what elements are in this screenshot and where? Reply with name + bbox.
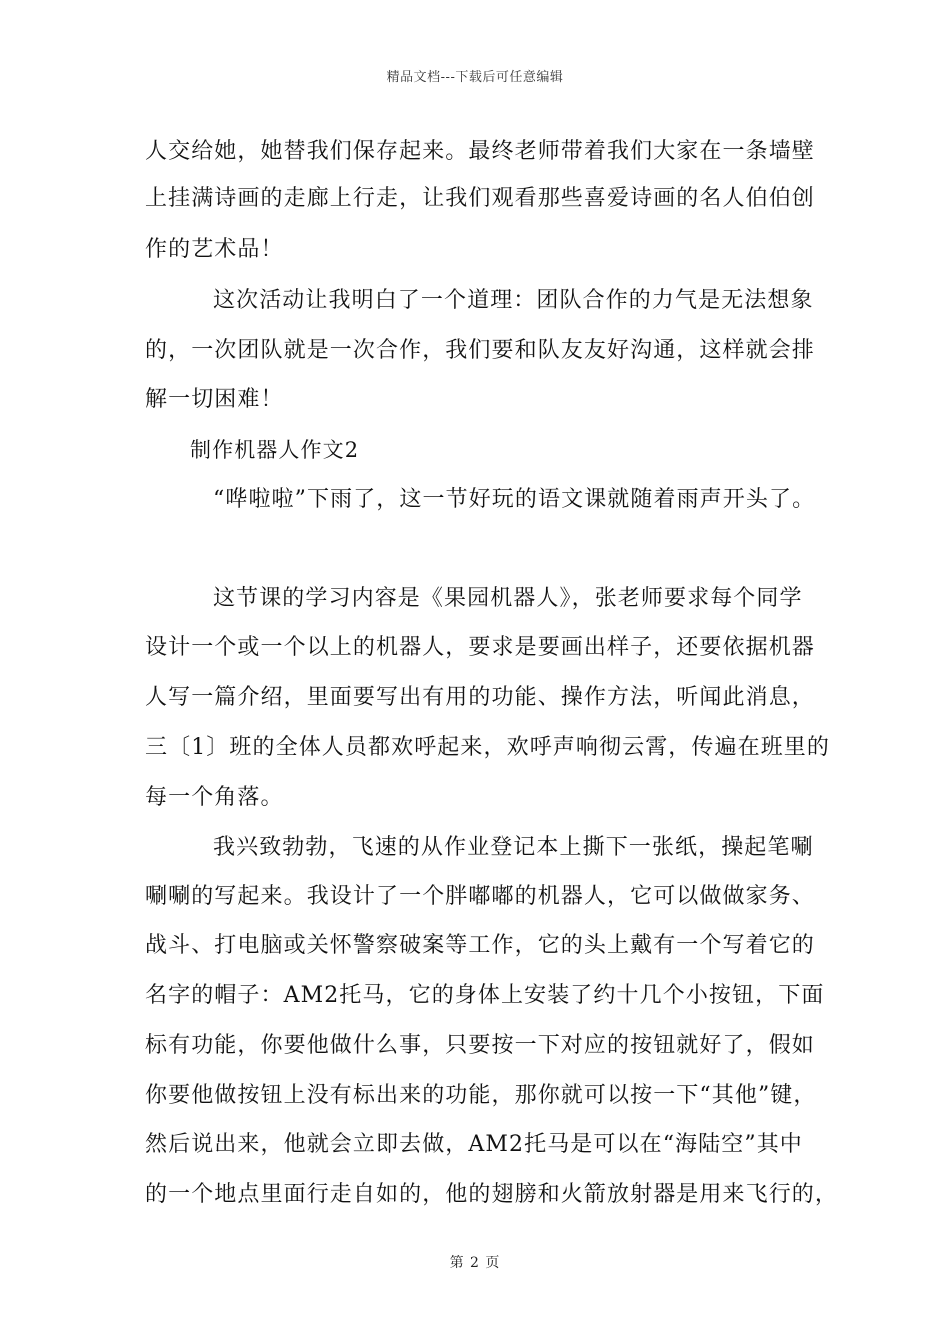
paragraph-line: 唰唰的写起来。我设计了一个胖嘟嘟的机器人，它可以做做家务、 [145, 884, 815, 909]
section-title: 制作机器人作文2 [190, 438, 360, 462]
paragraph-line: 的，一次团队就是一次合作，我们要和队友友好沟通，这样就会排 [145, 338, 815, 363]
paragraph-line: 这次活动让我明白了一个道理：团队合作的力气是无法想象 [213, 288, 814, 313]
paragraph-line: 人写一篇介绍，里面要写出有用的功能、操作方法，听闻此消息， [145, 685, 815, 710]
paragraph-line: 的一个地点里面行走自如的，他的翅膀和火箭放射器是用来飞行的， [145, 1182, 839, 1207]
page-header: 精品文档---下载后可任意编辑 [386, 70, 564, 85]
paragraph-line: 战斗、打电脑或关怀警察破案等工作，它的头上戴有一个写着它的 [145, 933, 815, 958]
paragraph-line: 设计一个或一个以上的机器人，要求是要画出样子，还要依据机器 [145, 635, 815, 660]
paragraph-line: 我兴致勃勃，飞速的从作业登记本上撕下一张纸，操起笔唰 [213, 835, 814, 860]
paragraph-line: 你要他做按钮上没有标出来的功能，那你就可以按一下“其他”键， [145, 1083, 817, 1108]
paragraph-line: 然后说出来，他就会立即去做，AM2托马是可以在“海陆空”其中 [145, 1132, 803, 1157]
paragraph-line: “哗啦啦”下雨了，这一节好玩的语文课就随着雨声开头了。 [213, 487, 816, 512]
paragraph-line: 这节课的学习内容是《果园机器人》，张老师要求每个同学 [213, 586, 803, 611]
page-number: 第 2 页 [449, 1255, 501, 1271]
paragraph-line: 作的艺术品！ [145, 237, 284, 262]
paragraph-line: 名字的帽子：AM2托马，它的身体上安装了约十几个小按钮，下面 [145, 983, 825, 1008]
paragraph-line: 每一个角落。 [145, 785, 284, 810]
paragraph-line: 三〔1〕班的全体人员都欢呼起来，欢呼声响彻云霄，传遍在班里的 [145, 735, 830, 760]
paragraph-line: 人交给她，她替我们保存起来。最终老师带着我们大家在一条墙壁 [145, 139, 815, 164]
paragraph-line: 标有功能，你要他做什么事，只要按一下对应的按钮就好了，假如 [145, 1033, 815, 1058]
paragraph-line: 解一切困难！ [145, 387, 284, 412]
paragraph-line: 上挂满诗画的走廊上行走，让我们观看那些喜爱诗画的名人伯伯创 [145, 186, 815, 211]
